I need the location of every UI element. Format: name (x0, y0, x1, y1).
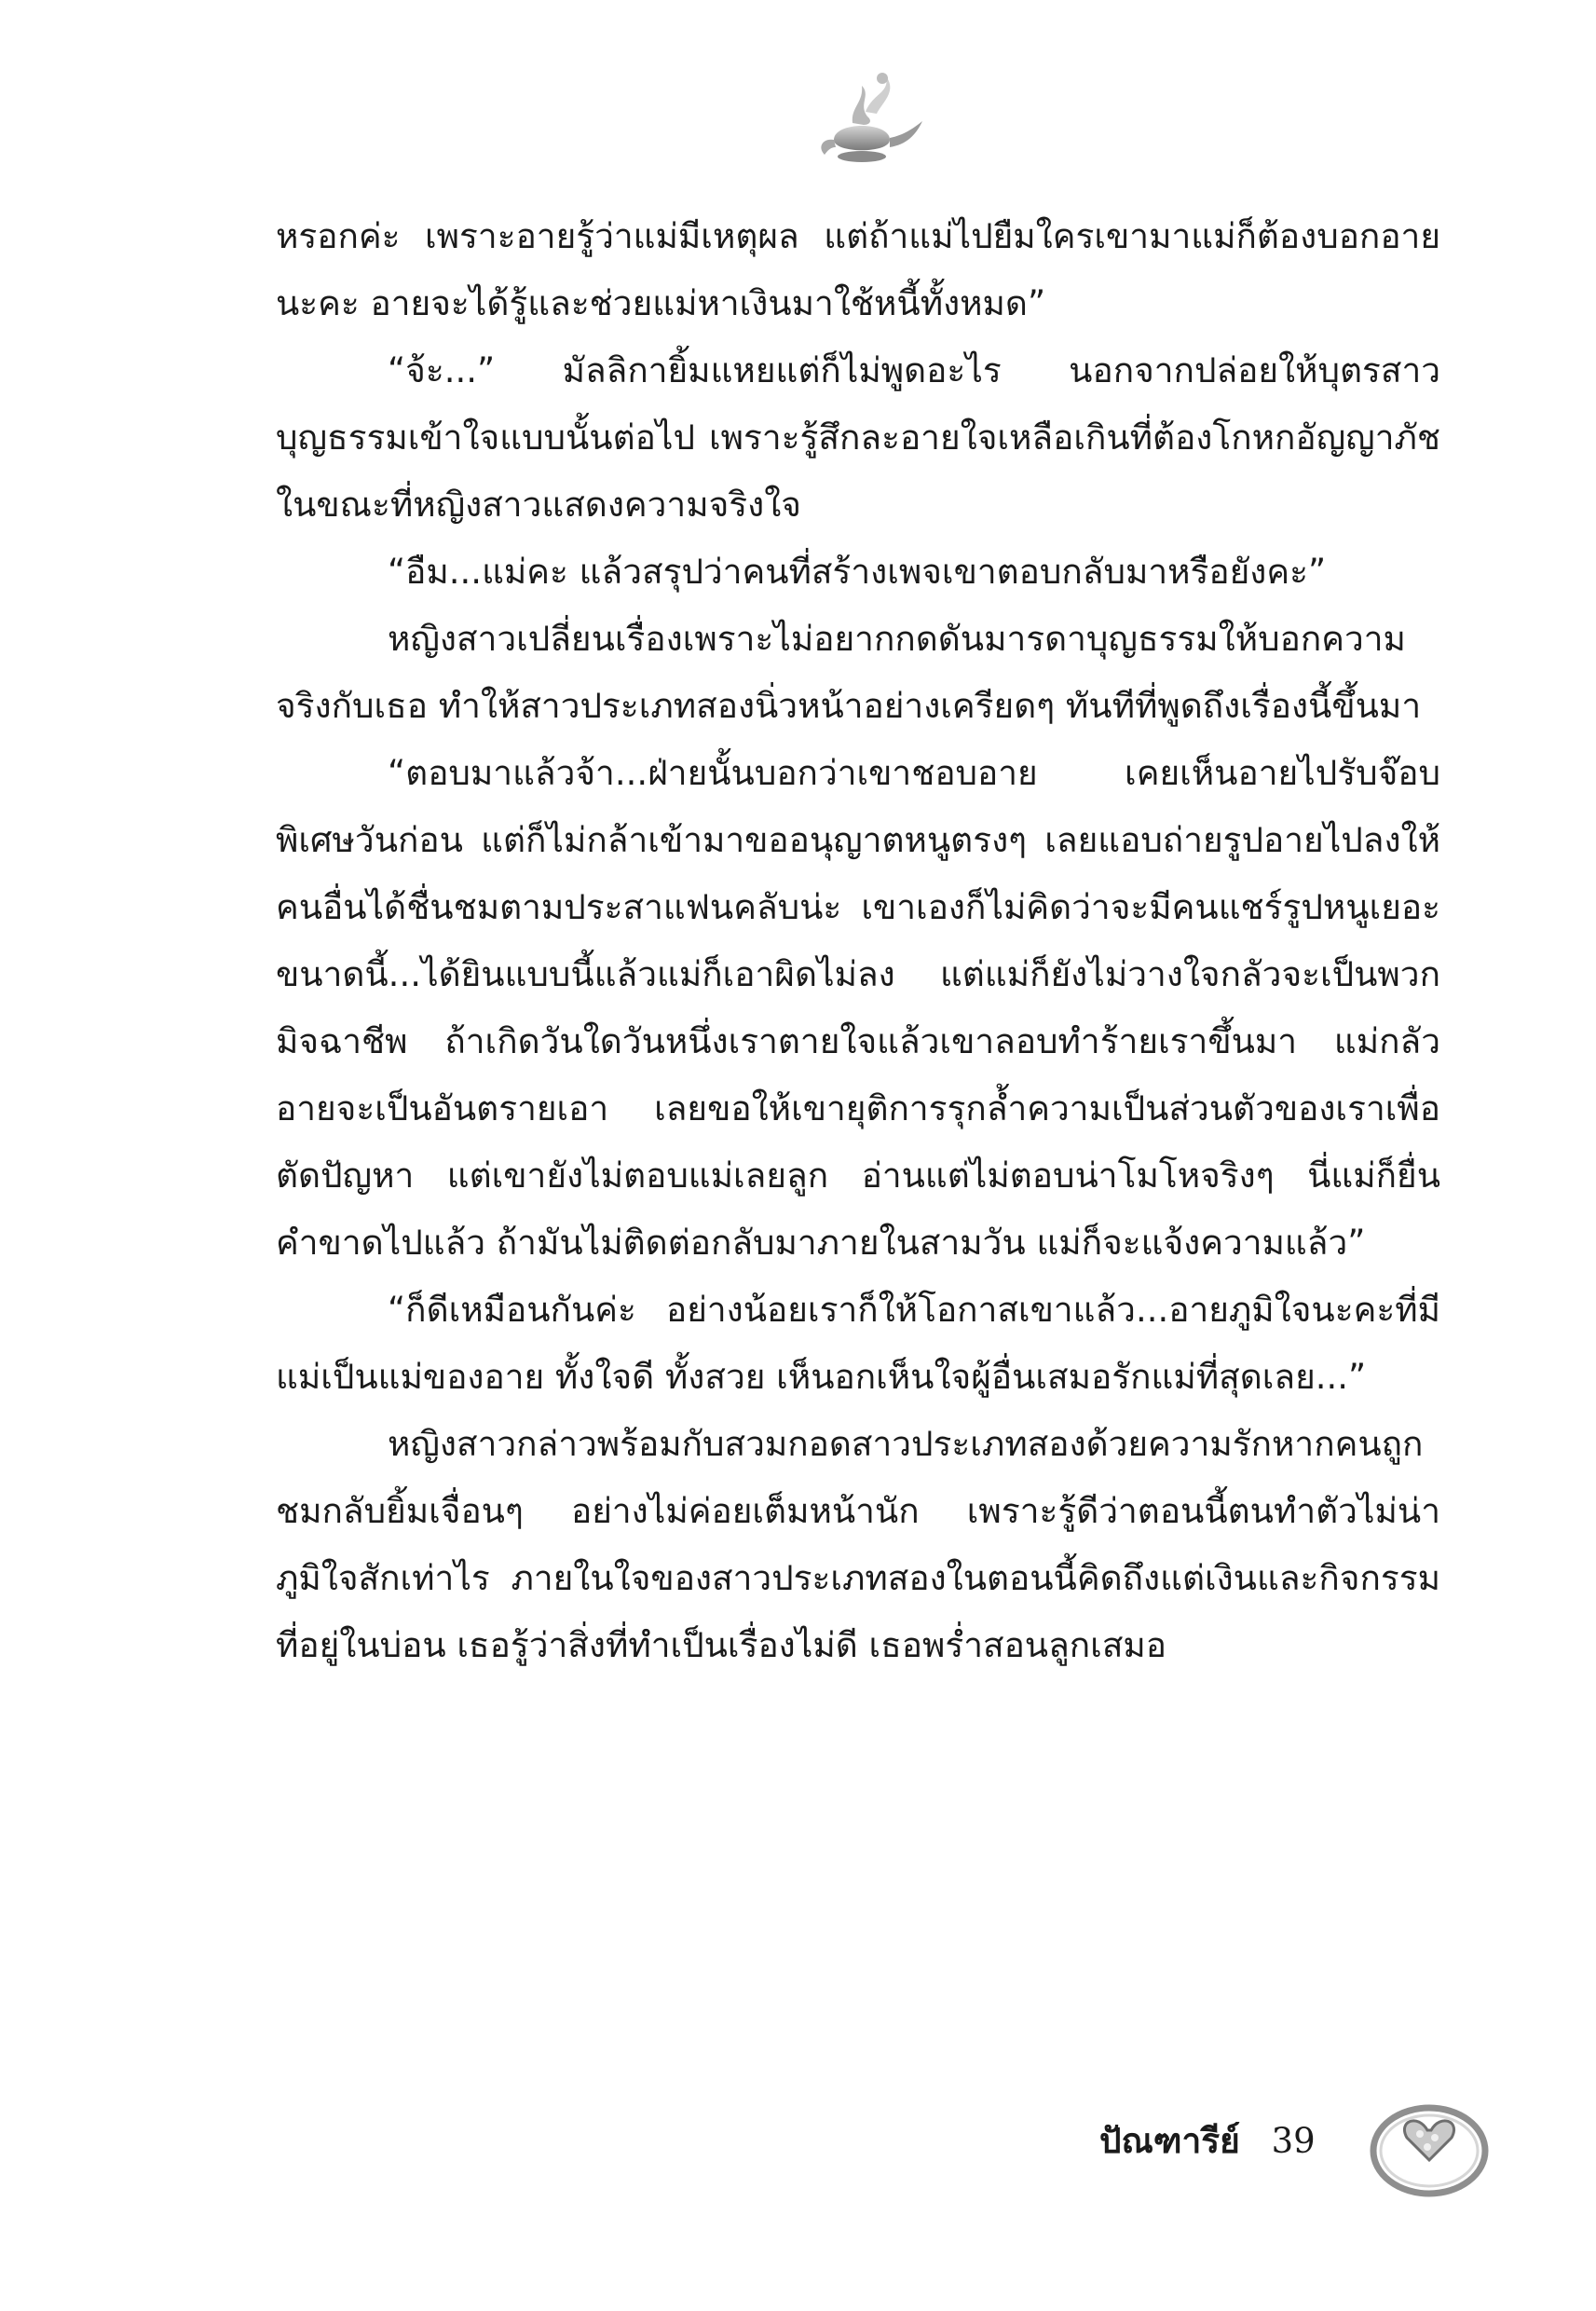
paragraph: “อืม...แม่คะ แล้วสรุปว่าคนที่สร้างเพจเขาตอบกลับมาหรือยังคะ” (388, 552, 1327, 592)
paragraph: หญิงสาวเปลี่ยนเรื่องเพราะไม่อยากกดดันมารดาบุญธรรมให้บอกความจริงกับเธอ ทำให้สาวประเภทสองนิ่วหน้าอย่างเครียดๆ ทันทีที่พูดถึงเรื่องนี้ขึ้นมา (276, 619, 1422, 726)
page-footer (1099, 2113, 1316, 2169)
body-text (276, 203, 1440, 1679)
page-number: 39 (1271, 2121, 1316, 2161)
genie-lamp-icon (797, 65, 927, 177)
book-title: ปัณฑารีย์ (1099, 2121, 1240, 2161)
paragraph: “จ้ะ...” มัลลิกายิ้มแหยแต่ก็ไม่พูดอะไร นอกจากปล่อยให้บุตรสาวบุญธรรมเข้าใจแบบนั้นต่อไป เพราะรู้สึกละอายใจเหลือเกินที่ต้องโกหกอัญญาภัชในขณะที่หญิงสาวแสดงความจริงใจ (276, 350, 1440, 525)
paragraph: หญิงสาวกล่าวพร้อมกับสวมกอดสาวประเภทสองด้วยความรักหากคนถูกชมกลับยิ้มเจื่อนๆ อย่างไม่ค่อยเต็มหน้านัก เพราะรู้ดีว่าตอนนี้ตนทำตัวไม่น่าภูมิใจสักเท่าไร ภายในใจของสาวประเภทสองในตอนนี้คิดถึงแต่เงินและกิจกรรมที่อยู่ในบ่อน เธอรู้ว่าสิ่งที่ทำเป็นเรื่องไม่ดี เธอพร่ำสอนลูกเสมอ (276, 1424, 1440, 1665)
diamond-ring-icon (1362, 2076, 1502, 2207)
paragraph: “ตอบมาแล้วจ้า...ฝ่ายนั้นบอกว่าเขาชอบอาย เคยเห็นอายไปรับจ๊อบพิเศษวันก่อน แต่ก็ไม่กล้าเข้ามาขออนุญาตหนูตรงๆ เลยแอบถ่ายรูปอายไปลงให้คนอื่นได้ชื่นชมตามประสาแฟนคลับน่ะ เขาเองก็ไม่คิดว่าจะมีคนแชร์รูปหนูเยอะขนาดนี้...ได้ยินแบบนี้แล้วแม่ก็เอาผิดไม่ลง แต่แม่ก็ยังไม่วางใจกลัวจะเป็นพวกมิจฉาชีพ ถ้าเกิดวันใดวันหนึ่งเราตายใจแล้วเขาลอบทำร้ายเราขึ้นมา แม่กลัวอายจะเป็นอันตรายเอา เลยขอให้เขายุติการรุกล้ำความเป็นส่วนตัวของเราเพื่อตัดปัญหา แต่เขายังไม่ตอบแม่เลยลูก อ่านแต่ไม่ตอบน่าโมโหจริงๆ นี่แม่ก็ยื่นคำขาดไปแล้ว ถ้ามันไม่ติดต่อกลับมาภายในสามวัน แม่ก็จะแจ้งความแล้ว” (276, 753, 1440, 1263)
paragraph: หรอกค่ะ เพราะอายรู้ว่าแม่มีเหตุผล แต่ถ้าแม่ไปยืมใครเขามาแม่ก็ต้องบอกอายนะคะ อายจะได้รู้และช่วยแม่หาเงินมาใช้หนี้ทั้งหมด” (276, 216, 1440, 323)
paragraph: “ก็ดีเหมือนกันค่ะ อย่างน้อยเราก็ให้โอกาสเขาแล้ว...อายภูมิใจนะคะที่มีแม่เป็นแม่ของอาย ทั้งใจดี ทั้งสวย เห็นอกเห็นใจผู้อื่นเสมอรักแม่ที่สุดเลย...” (276, 1290, 1440, 1397)
